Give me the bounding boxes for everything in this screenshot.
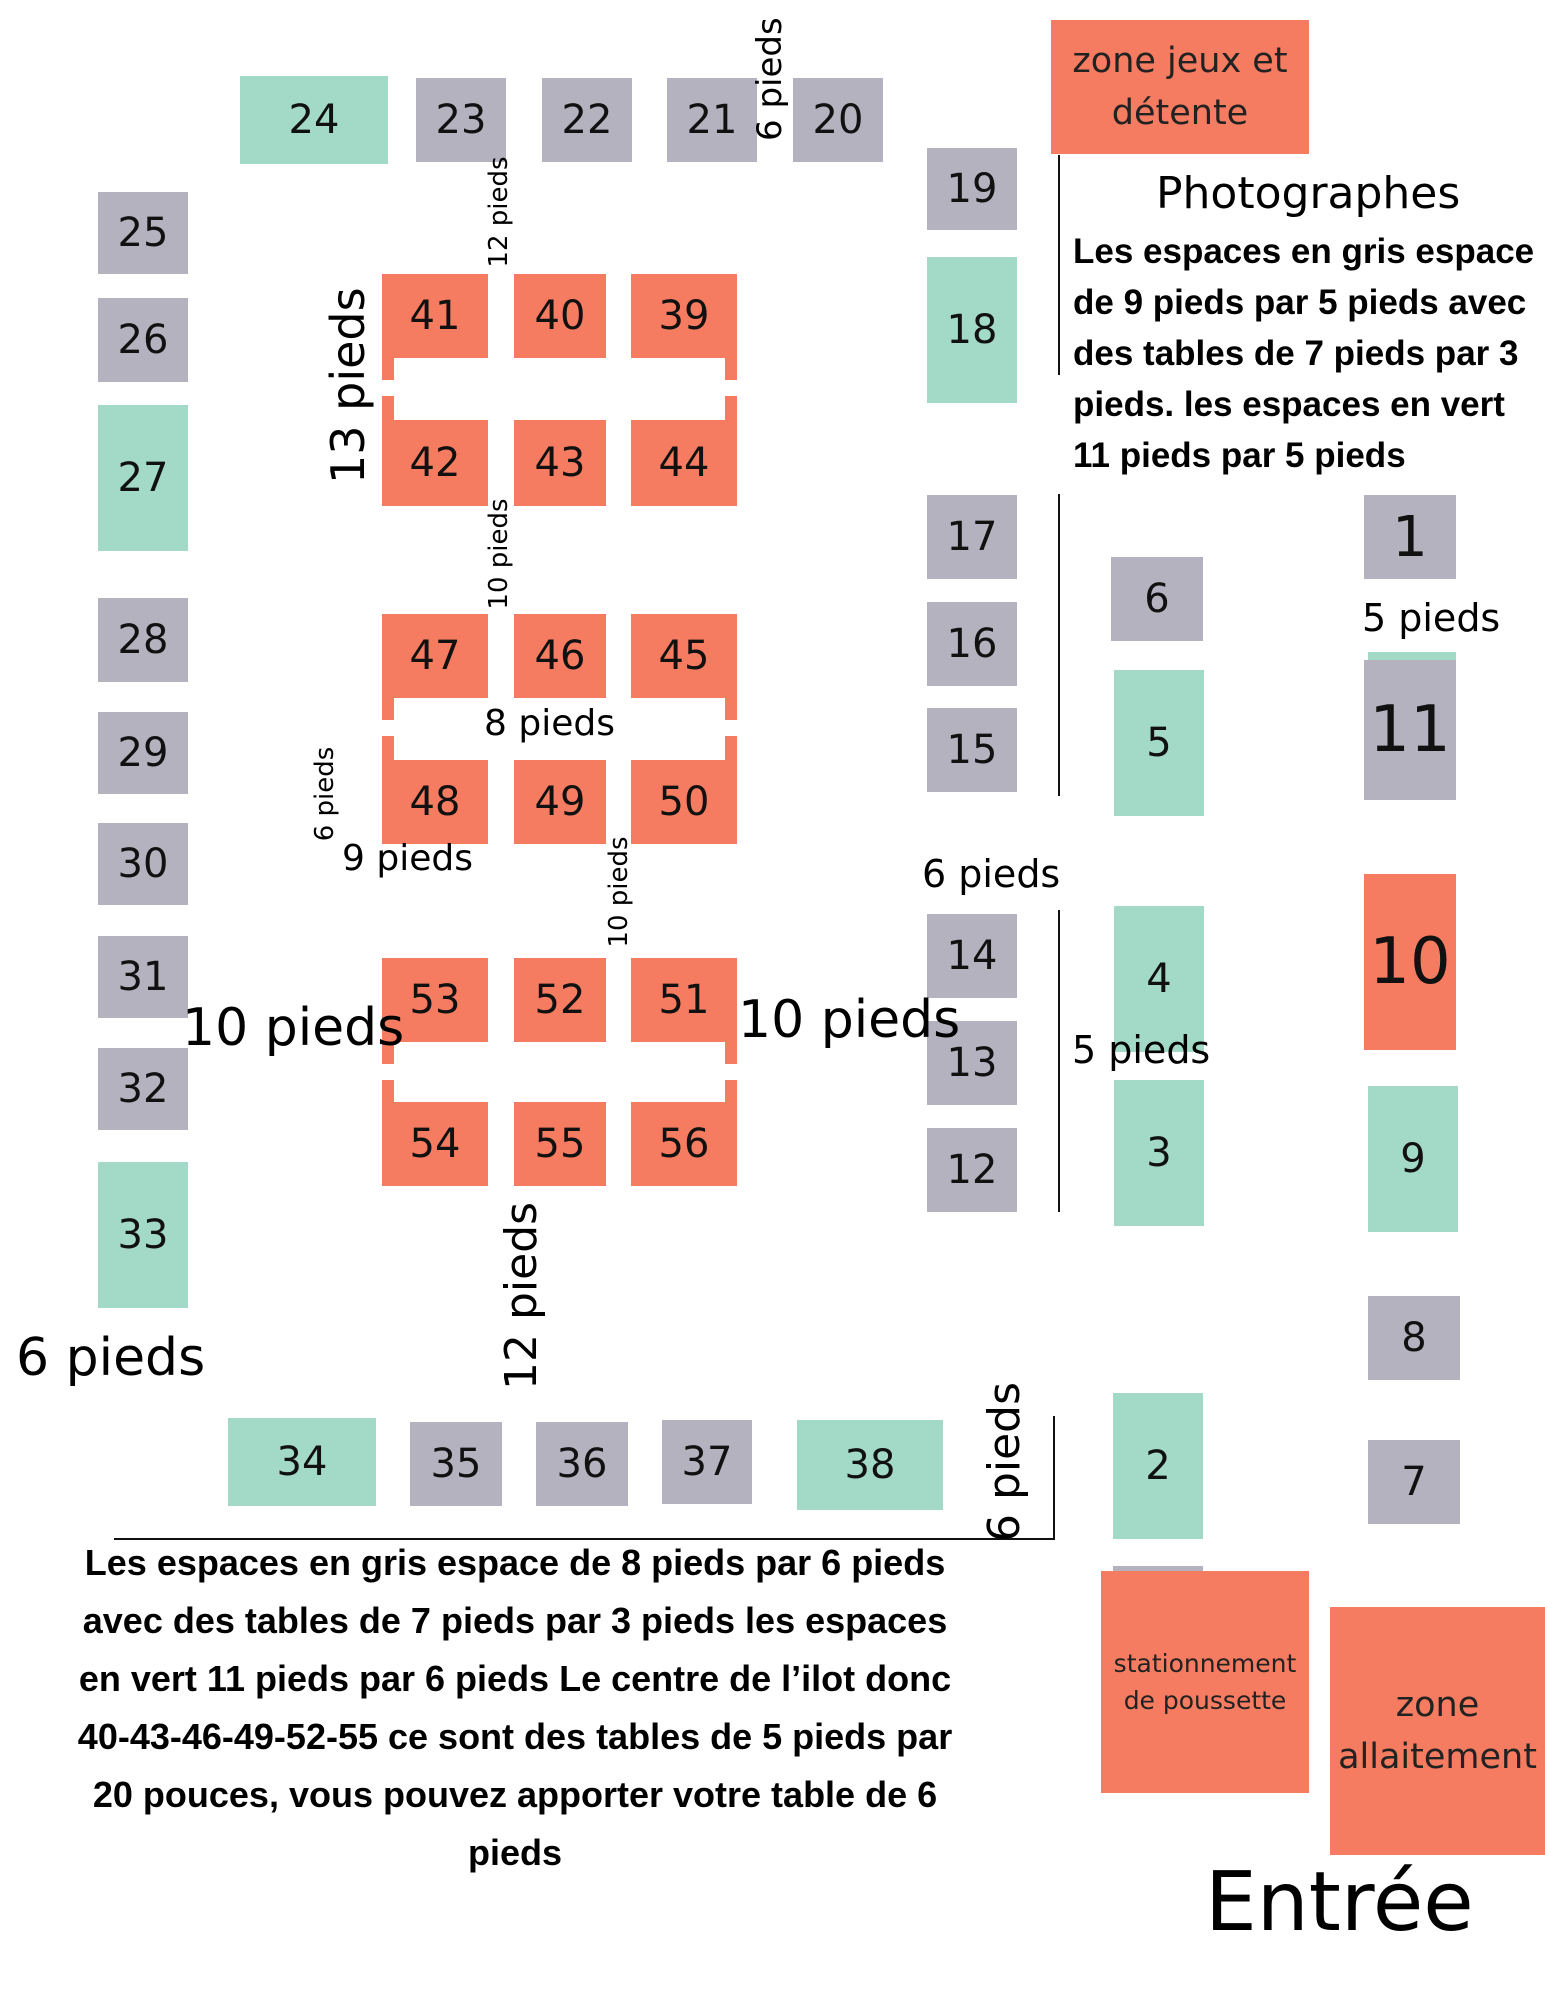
booth-55: 55 [514, 1102, 606, 1186]
island-1-edge [725, 396, 737, 420]
booth-35: 35 [410, 1422, 502, 1506]
dimension-label: 10 pieds [738, 990, 961, 1050]
dimension-label: 6 pieds [750, 17, 790, 141]
booth-19: 19 [927, 148, 1017, 230]
island-2-edge [382, 696, 394, 720]
dimension-label: 6 pieds [922, 852, 1061, 896]
island-3-edge [382, 1080, 394, 1104]
booth-15: 15 [927, 708, 1017, 792]
booth-52: 52 [514, 958, 606, 1042]
booth-17: 17 [927, 495, 1017, 579]
booth-48: 48 [382, 760, 488, 844]
booth-20: 20 [793, 78, 883, 162]
booth-14: 14 [927, 914, 1017, 998]
booth-39: 39 [631, 274, 737, 358]
divider-line [1058, 494, 1060, 796]
dimension-label: 5 pieds [1362, 596, 1501, 640]
dimension-label: 8 pieds [484, 703, 615, 744]
main-note: Les espaces en gris espace de 8 pieds par 6 pieds avec des tables de 7 pieds par 3 pieds les espaces en vert 11 pieds par 6 pieds Le centre de l’ilot donc 40-43-46-49-52-55 ce sont des tables de 5 pieds par 20 pouces, vous pouvez apporter votre table de 6 pieds [77, 1542, 953, 1873]
booth-38: 38 [797, 1420, 943, 1510]
booth-47: 47 [382, 614, 488, 698]
booth-18: 18 [927, 257, 1017, 403]
booth-45: 45 [631, 614, 737, 698]
booth-44: 44 [631, 420, 737, 506]
booth-7: 7 [1368, 1440, 1460, 1524]
booth-1: 1 [1364, 495, 1456, 579]
dimension-label: 5 pieds [1072, 1028, 1211, 1072]
booth-30: 30 [98, 823, 188, 905]
booth-9: 9 [1368, 1086, 1458, 1232]
island-3-edge [725, 1040, 737, 1064]
booth-36: 36 [536, 1422, 628, 1506]
booth-53: 53 [382, 958, 488, 1042]
photographers-note: Les espaces en gris espace de 9 pieds par 5 pieds avec des tables de 7 pieds par 3 pieds. les espaces en vert 11 pieds par 5 pieds [1073, 232, 1535, 475]
booth-28: 28 [98, 598, 188, 682]
games-zone: zone jeux et détente [1051, 20, 1309, 154]
stroller-zone: stationnement de poussette [1101, 1571, 1309, 1793]
booth-40: 40 [514, 274, 606, 358]
dimension-label: 9 pieds [342, 838, 473, 879]
booth-32: 32 [98, 1048, 188, 1130]
booth-27: 27 [98, 405, 188, 551]
booth-25: 25 [98, 192, 188, 274]
divider-line [1058, 155, 1060, 375]
divider-line [114, 1538, 1055, 1540]
booth-2: 2 [1113, 1393, 1203, 1539]
booth-10: 10 [1364, 874, 1456, 1050]
island-2-edge [725, 696, 737, 720]
dimension-label: 12 pieds [484, 156, 514, 268]
island-1-edge [725, 356, 737, 380]
booth-41: 41 [382, 274, 488, 358]
booth-33: 33 [98, 1162, 188, 1308]
dimension-label: 6 pieds [16, 1328, 206, 1388]
booth-4: 4 [1114, 906, 1204, 1052]
island-1-edge [382, 356, 394, 380]
dimension-label: 10 pieds [484, 498, 514, 610]
booth-50: 50 [631, 760, 737, 844]
booth-21: 21 [667, 78, 757, 162]
booth-6: 6 [1111, 557, 1203, 641]
booth-42: 42 [382, 420, 488, 506]
booth-8: 8 [1368, 1296, 1460, 1380]
booth-16: 16 [927, 602, 1017, 686]
island-1-edge [382, 396, 394, 420]
booth-3: 3 [1114, 1080, 1204, 1226]
divider-line [1058, 910, 1060, 1212]
island-2-edge [382, 736, 394, 760]
booth-22: 22 [542, 78, 632, 162]
divider-line [1053, 1416, 1055, 1540]
dimension-label: 12 pieds [496, 1201, 547, 1390]
nursing-zone: zone allaitement [1330, 1607, 1545, 1855]
booth-43: 43 [514, 420, 606, 506]
booth-26: 26 [98, 298, 188, 382]
booth-37: 37 [662, 1420, 752, 1504]
booth-13: 13 [927, 1021, 1017, 1105]
booth-51: 51 [631, 958, 737, 1042]
booth-5: 5 [1114, 670, 1204, 816]
dimension-label: 10 pieds [182, 998, 405, 1058]
dimension-label: 6 pieds [310, 746, 340, 842]
island-2-edge [725, 736, 737, 760]
booth-12: 12 [927, 1128, 1017, 1212]
booth-23: 23 [416, 78, 506, 162]
booth-24: 24 [240, 76, 388, 164]
booth-34: 34 [228, 1418, 376, 1506]
booth-11: 11 [1364, 660, 1456, 800]
dimension-label: 6 pieds [979, 1381, 1030, 1543]
dimension-label: 13 pieds [321, 287, 375, 484]
dimension-label: 10 pieds [604, 836, 634, 948]
booth-31: 31 [98, 936, 188, 1018]
entrance-label: Entrée [1205, 1855, 1474, 1950]
booth-56: 56 [631, 1102, 737, 1186]
photographers-title: Photographes [1156, 168, 1461, 219]
booth-46: 46 [514, 614, 606, 698]
booth-49: 49 [514, 760, 606, 844]
island-3-edge [725, 1080, 737, 1104]
booth-29: 29 [98, 712, 188, 794]
booth-54: 54 [382, 1102, 488, 1186]
